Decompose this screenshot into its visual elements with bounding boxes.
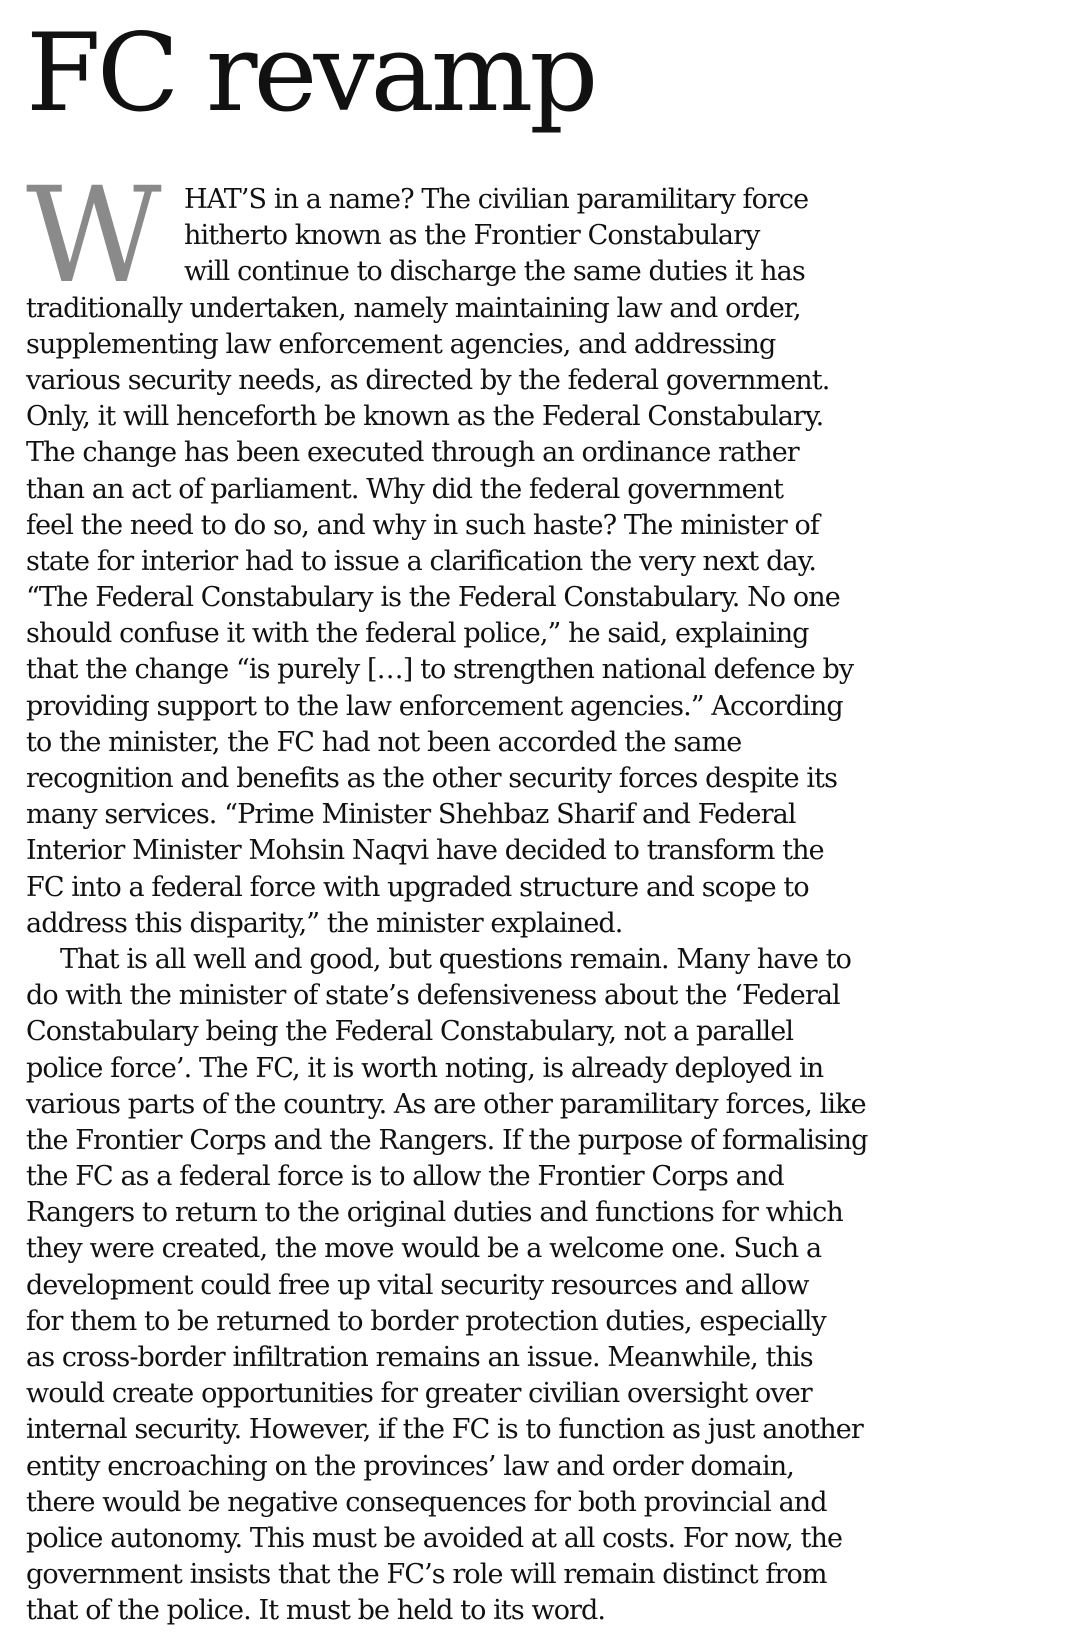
body-line: state for interior had to issue a clarification the very next day.: [26, 545, 817, 577]
body-line: Interior Minister Mohsin Naqvi have decided to transform the: [26, 835, 824, 867]
body-line: supplementing law enforcement agencies, and addressing: [26, 328, 776, 360]
body-line: Rangers to return to the original duties and functions for which: [26, 1197, 843, 1229]
body-line: The change has been executed through an ordinance rather: [26, 437, 799, 469]
body-line: there would be negative consequences for both provincial and: [26, 1486, 827, 1518]
body-line: the Frontier Corps and the Rangers. If the purpose of formalising: [26, 1124, 868, 1156]
body-line: providing support to the law enforcement agencies.” According: [26, 690, 843, 722]
body-line: police force’. The FC, it is worth noting, is already deployed in: [26, 1052, 824, 1084]
body-line: that the change “is purely […] to strengthen national defence by: [26, 654, 854, 686]
body-line: entity encroaching on the provinces’ law and order domain,: [26, 1450, 794, 1482]
body-line: various security needs, as directed by the federal government.: [26, 364, 830, 396]
body-line: “The Federal Constabulary is the Federal Constabulary. No one: [26, 582, 840, 614]
body-line: hitherto known as the Frontier Constabulary: [184, 220, 760, 252]
body-line: Constabulary being the Federal Constabulary, not a parallel: [26, 1016, 794, 1048]
paragraph-2: [26, 942, 1066, 1630]
body-line: would create opportunities for greater civilian oversight over: [26, 1378, 812, 1410]
body-line: That is all well and good, but questions remain. Many have to: [60, 943, 851, 975]
body-line: than an act of parliament. Why did the federal government: [26, 473, 784, 505]
body-line: the FC as a federal force is to allow the Frontier Corps and: [26, 1161, 784, 1193]
body-line: FC into a federal force with upgraded structure and scope to: [26, 871, 809, 903]
editorial-article: [26, 11, 1066, 1630]
headline: FC revamp: [26, 11, 595, 136]
body-line: development could free up vital security resources and allow: [26, 1269, 809, 1301]
body-line: government insists that the FC’s role will remain distinct from: [26, 1559, 827, 1591]
article-body: [26, 182, 1066, 1630]
body-line: feel the need to do so, and why in such haste? The minister of: [26, 509, 819, 541]
body-line: do with the minister of state’s defensiveness about the ‘Federal: [26, 980, 840, 1012]
body-line: many services. “Prime Minister Shehbaz Sharif and Federal: [26, 799, 796, 831]
body-line: they were created, the move would be a welcome one. Such a: [26, 1233, 822, 1265]
body-line: to the minister, the FC had not been accorded the same: [26, 726, 742, 758]
body-line: should confuse it with the federal police,” he said, explaining: [26, 618, 809, 650]
body-line: HAT’S in a name? The civilian paramilitary force: [184, 184, 809, 215]
body-line: recognition and benefits as the other security forces despite its: [26, 763, 838, 794]
body-line: traditionally undertaken, namely maintaining law and order,: [26, 292, 801, 324]
body-line: that of the police. It must be held to its word.: [26, 1595, 606, 1627]
paragraph-1: [26, 182, 1066, 942]
body-line: police autonomy. This must be avoided at all costs. For now, the: [26, 1522, 843, 1554]
body-line: internal security. However, if the FC is to function as just another: [26, 1414, 863, 1446]
body-line: address this disparity,” the minister explained.: [26, 907, 623, 939]
body-line: various parts of the country. As are other paramilitary forces, like: [26, 1088, 866, 1120]
body-line: will continue to discharge the same duties it has: [184, 256, 805, 288]
body-line: as cross-border infiltration remains an issue. Meanwhile, this: [26, 1342, 813, 1373]
body-line: Only, it will henceforth be known as the Federal Constabulary.: [26, 401, 824, 433]
body-line: for them to be returned to border protection duties, especially: [26, 1305, 826, 1337]
drop-cap: W: [26, 159, 156, 313]
